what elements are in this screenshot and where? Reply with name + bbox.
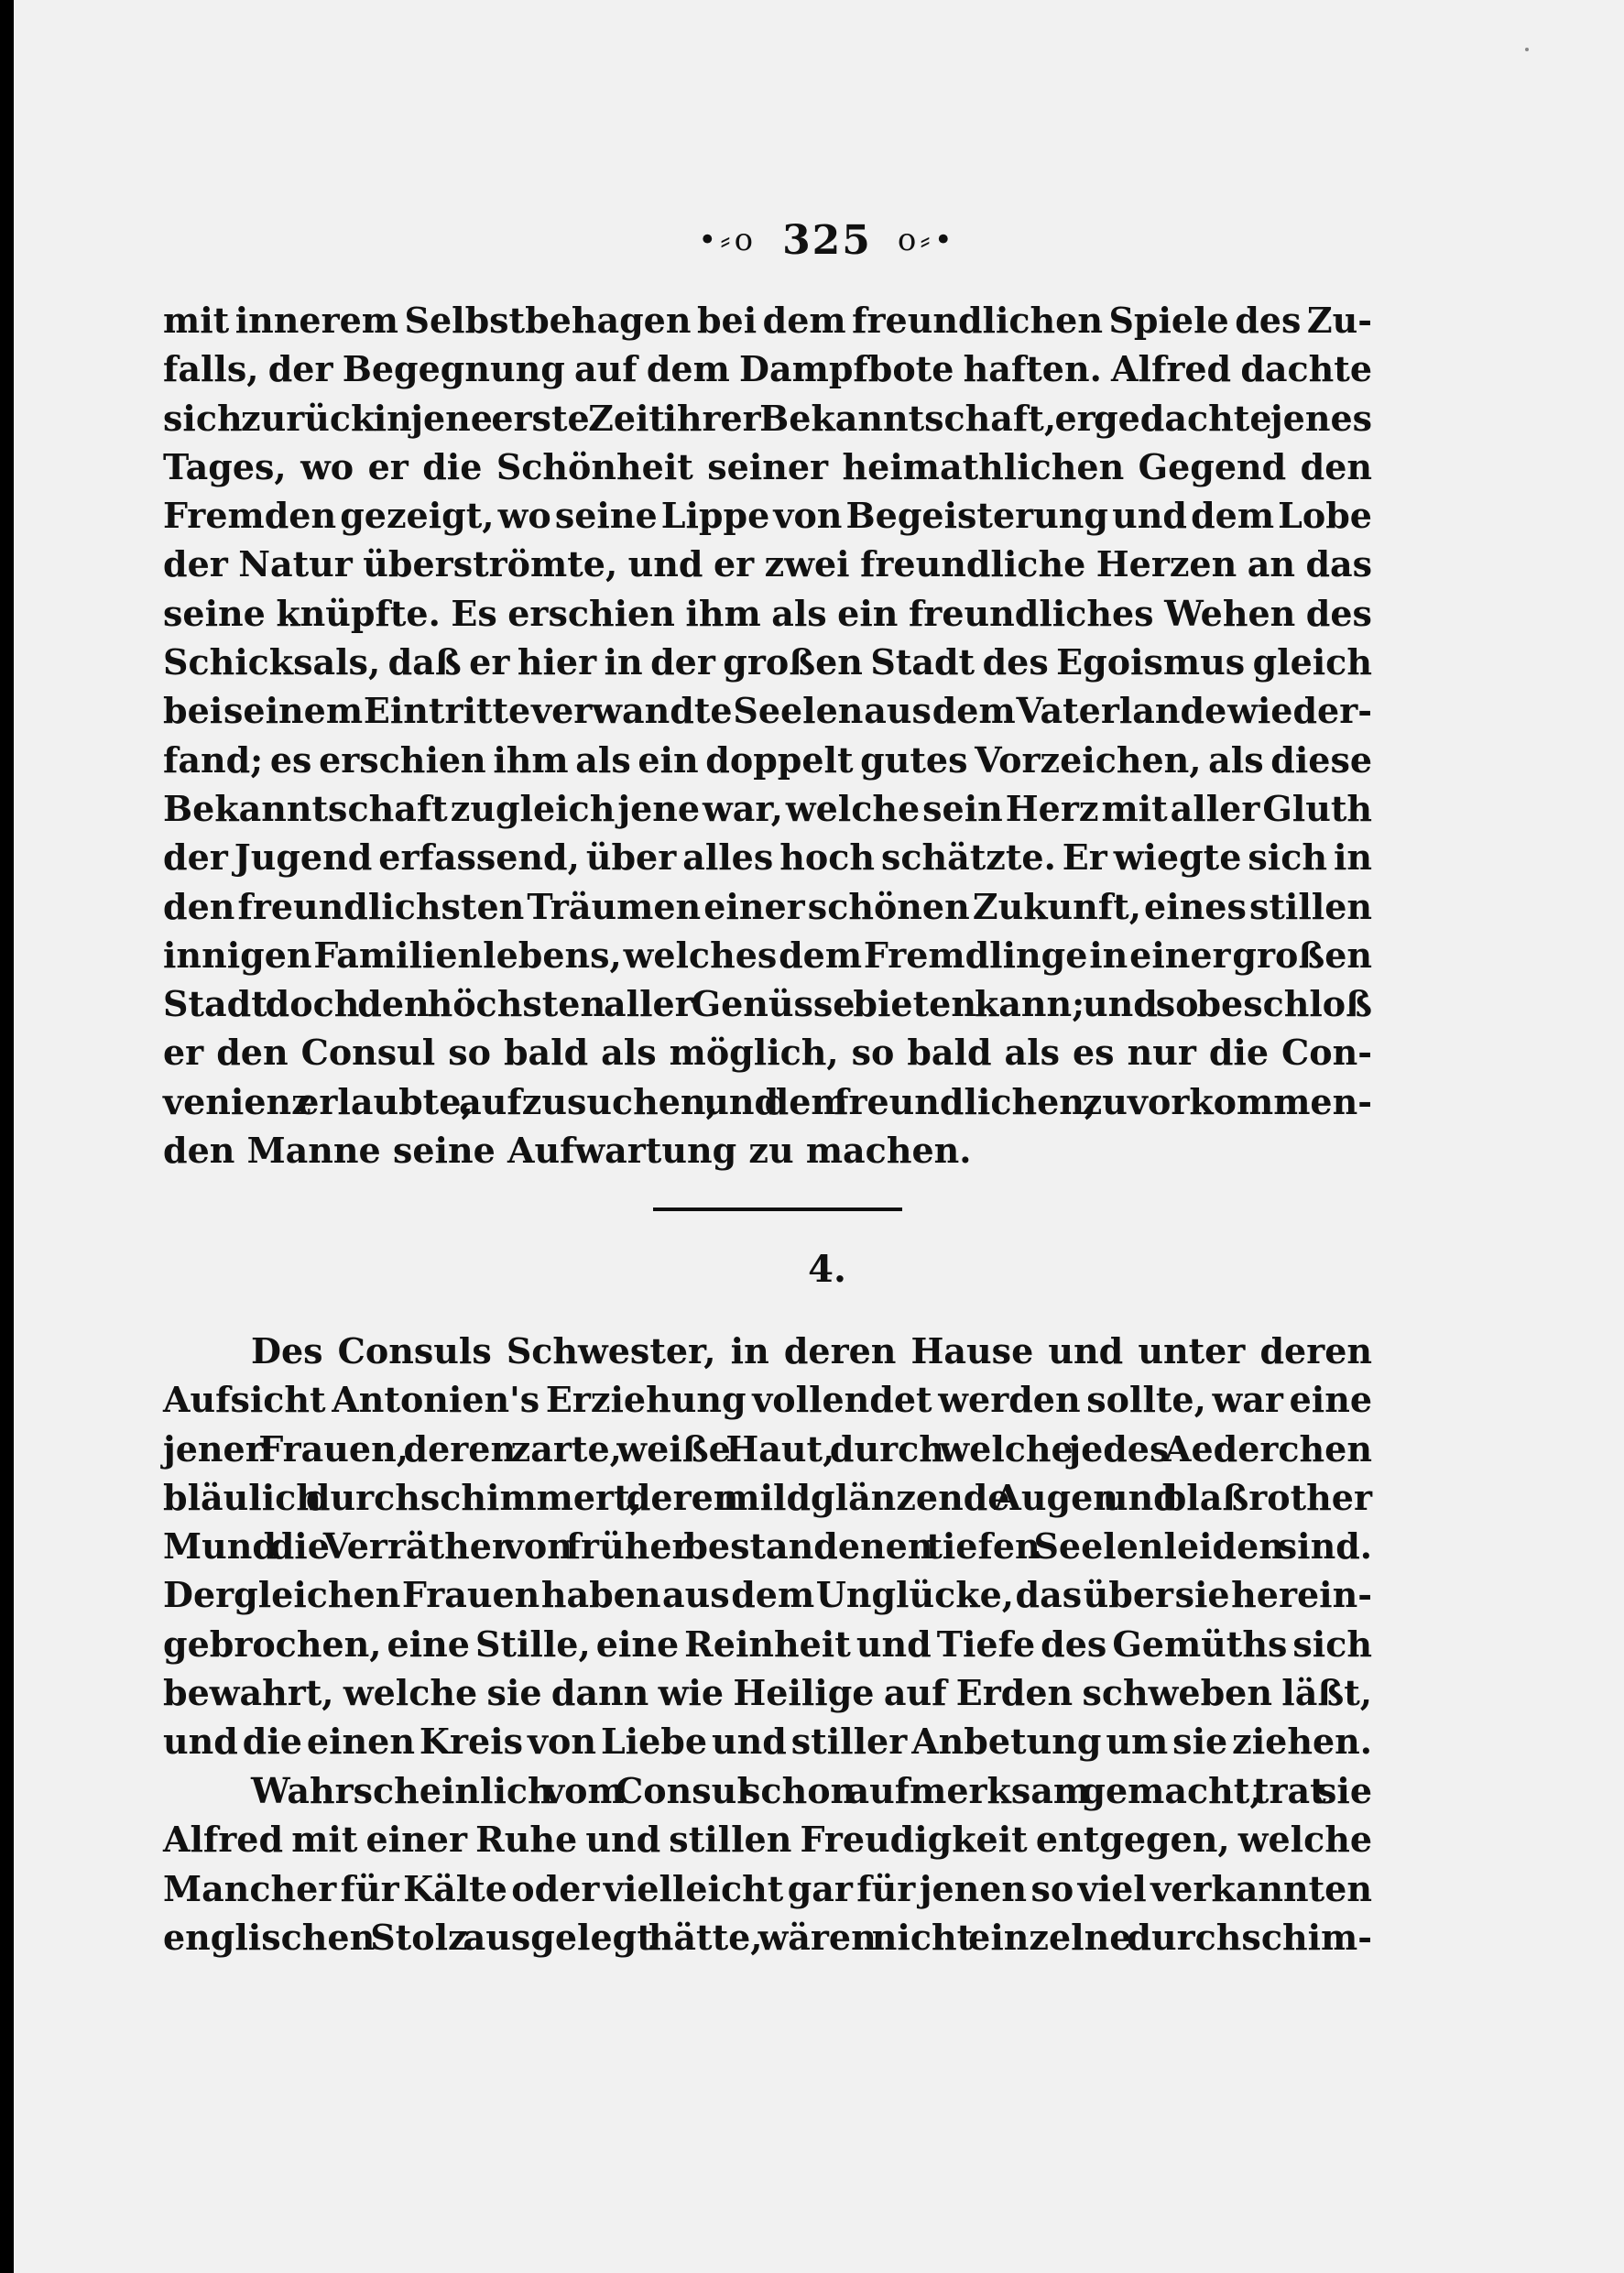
text-line: bläulich durchschimmert, deren mildglänzende Augen und blaßrother (163, 1476, 1372, 1518)
text-line: Tages, wo er die Schönheit seiner heimathlichen Gegend den (163, 445, 1373, 487)
text-line: Alfred mit einer Ruhe und stillen Freudigkeit entgegen, welche (163, 1819, 1373, 1861)
text-line: bewahrt, welche sie dann wie Heilige auf Erden schweben läßt, (163, 1672, 1373, 1714)
paragraph (163, 1766, 1372, 1962)
text-line: Bekanntschaft zugleich jene war, welche sein Herz mit aller Gluth (163, 787, 1373, 829)
page-header (14, 213, 1624, 268)
text-line: den Manne seine Aufwartung zu machen. (163, 1130, 972, 1172)
text-line: gebrochen, eine Stille, eine Reinheit und Tiefe des Gemüths sich (163, 1623, 1373, 1665)
paragraph (163, 1327, 1372, 1766)
text-line: mit innerem Selbstbehagen bei dem freundlichen Spiele des Zu- (163, 300, 1373, 341)
text-line: Mancher für Kälte oder vielleicht gar für jenen so viel verkannten (163, 1867, 1372, 1909)
text-line: englischen Stolz ausgelegt hätte, wären nicht einzelne durchschim- (163, 1916, 1372, 1958)
text-line: Wahrscheinlich vom Consul schon aufmerksam gemacht, trat sie (251, 1770, 1373, 1811)
text-line: fand; es erschien ihm als ein doppelt gutes Vorzeichen, als diese (163, 738, 1373, 781)
text-line: Fremden gezeigt, wo seine Lippe von Begeisterung und dem Lobe (163, 495, 1372, 537)
text-line: sich zurück in jene erste Zeit ihrer Bekanntschaft, er gedachte jenes (163, 397, 1373, 439)
ornament-right-icon: o⸗• (897, 222, 956, 258)
text-line: und die einen Kreis von Liebe und stiller Anbetung um sie ziehen. (163, 1721, 1373, 1763)
text-line: seine knüpfte. Es erschien ihm als ein freundliches Wehen des (163, 592, 1372, 634)
text-line: Mund die Verräther von früher bestandenen tiefen Seelenleiden sind. (163, 1525, 1373, 1568)
text-line: der Jugend erfassend, über alles hoch schätzte. Er wiegte sich in (163, 836, 1373, 879)
ornament-left-icon: •⸗o (698, 222, 758, 258)
text-line: Stadt doch den höchsten aller Genüsse bieten kann; und so beschloß (163, 983, 1373, 1025)
paragraph-continued (163, 296, 1372, 1175)
text-line: den freundlichsten Träumen einer schönen Zukunft, eines stillen (163, 885, 1373, 927)
text-line: innigen Familienlebens, welches dem Fremdlinge in einer großen (163, 934, 1373, 976)
section-number: 4. (808, 1248, 846, 1291)
text-line: falls, der Begegnung auf dem Dampfbote haften. Alfred dachte (163, 348, 1373, 390)
text-line: Schicksals, daß er hier in der großen Stadt des Egoismus gleich (163, 641, 1372, 683)
section-divider (653, 1208, 902, 1211)
text-line: er den Consul so bald als möglich, so bald als es nur die Con- (163, 1032, 1373, 1074)
text-line: der Natur überströmte, und er zwei freundliche Herzen an das (163, 543, 1373, 585)
paper-speck (1525, 48, 1529, 51)
text-line: Des Consuls Schwester, in deren Hause und unter deren (251, 1330, 1373, 1371)
page-number: 325 (782, 216, 872, 264)
text-line: jener Frauen, deren zarte, weiße Haut, durch welche jedes Aederchen (163, 1427, 1372, 1470)
text-line: Aufsicht Antonien's Erziehung vollendet werden sollte, war eine (163, 1379, 1372, 1421)
text-line: bei seinem Eintritte verwandte Seelen aus dem Vaterlande wieder- (163, 690, 1372, 732)
book-page (14, 0, 1624, 2273)
text-line: Dergleichen Frauen haben aus dem Unglücke, das über sie herein- (163, 1574, 1372, 1616)
text-line: venienz erlaubte, aufzusuchen, und dem freundlichen, zuvorkommen- (163, 1080, 1373, 1122)
